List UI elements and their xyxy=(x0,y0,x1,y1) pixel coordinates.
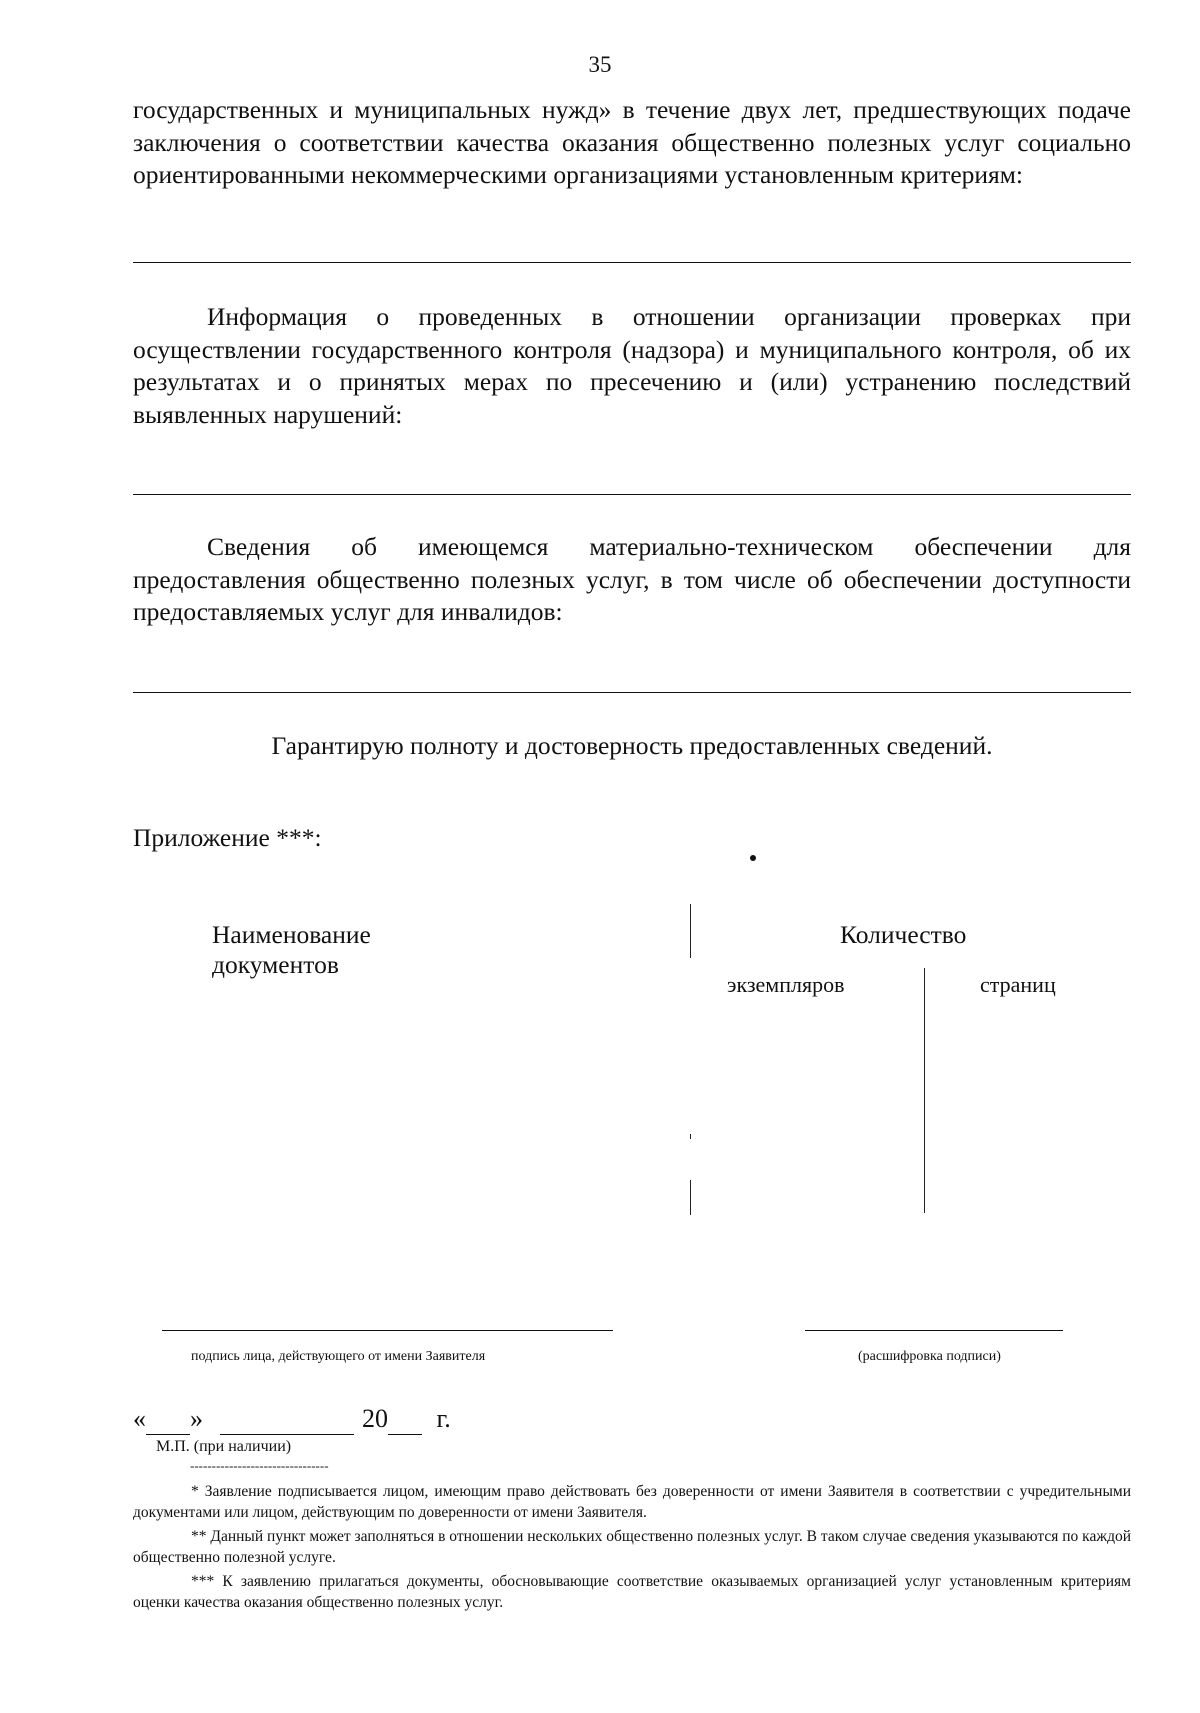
paragraph-procurement: государственных и муниципальных нужд» в течение двух лет, предшествующих подаче заключения о соответствии качества оказания общественно полезных услуг социально ориентированными некоммерческими организациями установленным критериям: xyxy=(133,95,1131,189)
signature-line[interactable] xyxy=(162,1330,613,1331)
footnote-2 xyxy=(133,1526,1131,1568)
fill-line-inspections[interactable] xyxy=(133,494,1131,495)
page-number: 35 xyxy=(588,52,612,77)
table-divider-bottom xyxy=(690,1180,691,1215)
fill-line-equipment[interactable] xyxy=(133,692,1131,693)
footnote-separator: -------------------------------- xyxy=(190,1458,329,1473)
decoding-line[interactable] xyxy=(805,1330,1063,1331)
date-year-suffix: г. xyxy=(436,1404,451,1433)
footnote-3 xyxy=(133,1571,1131,1613)
guarantee-statement: Гарантирую полноту и достоверность предоставленных сведений. xyxy=(271,731,993,760)
col-pages-header: страниц xyxy=(980,972,1056,997)
date-open-quote: « xyxy=(133,1404,146,1433)
paragraph-equipment: Сведения об имеющемся материально-техническом обеспечении для предоставления общественно полезных услуг, в том числе об обеспечении доступности предоставляемых услуг для инвалидов: xyxy=(133,532,1131,626)
col-documents-header: Наименование документов xyxy=(212,920,371,979)
appendix-label: Приложение ***: xyxy=(133,823,322,852)
table-divider-fragment xyxy=(690,1134,691,1139)
paragraph-inspections: Информация о проведенных в отношении организации проверках при осуществлении государственного контроля (надзора) и муниципального контроля, об их результатах и о принятых мерах по пресечению и (или) устранению последствий выявленных нарушений: xyxy=(133,302,1131,429)
footnote-1-text: * Заявление подписывается лицом, имеющим право действовать без доверенности от имени Заявителя в соответствии с учредительными документами или лицом, действующим по доверенности от имени Заявителя. xyxy=(133,1483,1131,1521)
date-year-blank[interactable] xyxy=(388,1404,422,1435)
footnote-2-text: ** Данный пункт может заполняться в отношении нескольких общественно полезных услуг. В таком случае сведения указываются по каждой общественно полезной услуге. xyxy=(133,1528,1131,1566)
date-line xyxy=(133,1404,451,1435)
stray-dot xyxy=(750,855,756,861)
decoding-caption: (расшифровка подписи) xyxy=(858,1349,1001,1364)
table-divider-top xyxy=(690,904,691,958)
signature-caption: подпись лица, действующего от имени Заявителя xyxy=(191,1349,486,1364)
col-copies-header: экземпляров xyxy=(727,972,845,997)
col-quantity-header: Количество xyxy=(840,920,967,949)
date-day-blank[interactable] xyxy=(146,1404,190,1435)
table-divider-copies-pages xyxy=(924,968,925,1213)
date-close-quote: » xyxy=(190,1404,203,1433)
date-year-prefix: 20 xyxy=(362,1404,388,1433)
footnote-3-text: *** К заявлению прилагаться документы, обосновывающие соответствие оказываемых организацией услуг установленным критериям оценки качества оказания общественно полезных услуг. xyxy=(133,1573,1131,1611)
stamp-note: М.П. (при наличии) xyxy=(156,1438,292,1455)
footnote-1 xyxy=(133,1481,1131,1523)
date-month-blank[interactable] xyxy=(220,1404,354,1435)
fill-line-procurement[interactable] xyxy=(133,262,1131,263)
